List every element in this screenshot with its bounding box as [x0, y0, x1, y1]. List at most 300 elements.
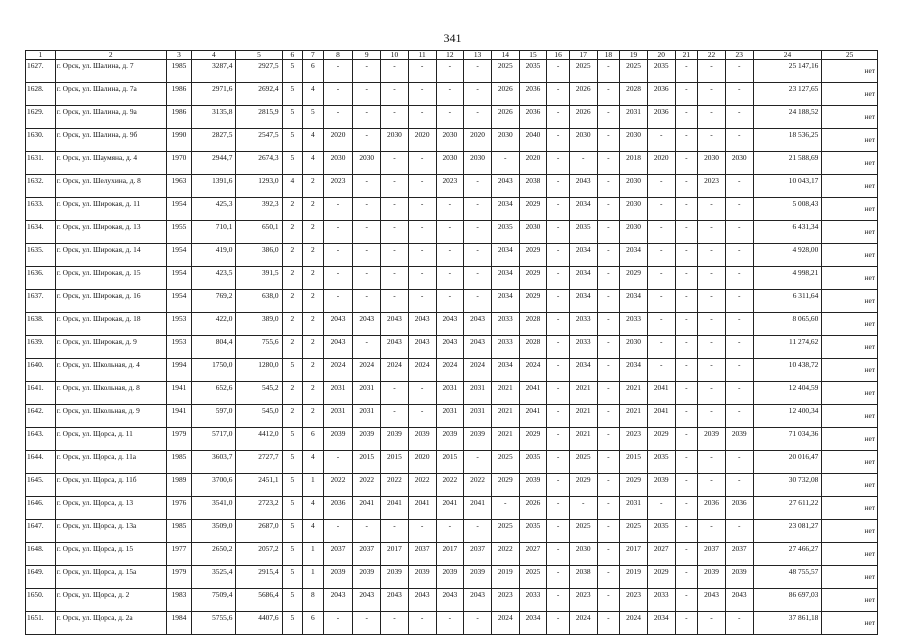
- table-cell-col24: 48 755,57: [753, 566, 822, 589]
- table-cell-col9: 2024: [353, 359, 381, 382]
- table-cell-col21: -: [675, 198, 698, 221]
- table-cell-col19: 2030: [620, 221, 648, 244]
- table-cell-col7: 8: [303, 589, 324, 612]
- table-cell-col11: 2043: [408, 336, 436, 359]
- table-cell-col19: 2015: [620, 451, 648, 474]
- table-cell-col7: 2: [303, 359, 324, 382]
- table-cell-col12: -: [436, 221, 464, 244]
- table-cell-col10: -: [381, 244, 409, 267]
- header-cell-5: 5: [236, 51, 282, 60]
- table-cell-col16: -: [547, 451, 570, 474]
- table-cell-col23: -: [725, 290, 753, 313]
- table-cell-col22: -: [698, 106, 726, 129]
- table-cell-col2: г. Орск, ул. Щорса, д. 2: [55, 589, 166, 612]
- table-cell-col25: нет: [822, 359, 878, 382]
- table-cell-col15: 2040: [519, 129, 547, 152]
- table-cell-col14: 2025: [491, 60, 519, 83]
- table-cell-col6: 2: [282, 267, 303, 290]
- table-cell-col2: г. Орск, ул. Широкая, д. 15: [55, 267, 166, 290]
- table-cell-col10: 2041: [381, 497, 409, 520]
- table-cell-col15: 2025: [519, 566, 547, 589]
- table-cell-col24: 6 431,34: [753, 221, 822, 244]
- table-cell-col16: -: [547, 106, 570, 129]
- header-cell-12: 12: [436, 51, 464, 60]
- table-cell-col25: нет: [822, 405, 878, 428]
- table-cell-col21: -: [675, 175, 698, 198]
- table-cell-col25: нет: [822, 451, 878, 474]
- table-cell-col12: 2030: [436, 152, 464, 175]
- table-cell-col4: 3541,0: [192, 497, 236, 520]
- table-cell-col18: -: [597, 221, 620, 244]
- table-cell-col18: -: [597, 175, 620, 198]
- table-cell-col6: 5: [282, 612, 303, 635]
- table-cell-col9: 2015: [353, 451, 381, 474]
- table-cell-col9: -: [353, 520, 381, 543]
- table-cell-col6: 5: [282, 106, 303, 129]
- header-cell-25: 25: [822, 51, 878, 60]
- table-cell-col9: -: [353, 221, 381, 244]
- table-cell-col20: -: [647, 313, 675, 336]
- table-cell-col7: 1: [303, 543, 324, 566]
- table-cell-col22: -: [698, 451, 726, 474]
- table-cell-col4: 422,0: [192, 313, 236, 336]
- table-cell-col4: 1391,6: [192, 175, 236, 198]
- table-cell-col13: -: [464, 198, 492, 221]
- table-cell-col21: -: [675, 83, 698, 106]
- table-header: [26, 51, 878, 60]
- table-cell-col9: 2031: [353, 405, 381, 428]
- table-cell-col24: 37 861,18: [753, 612, 822, 635]
- table-cell-col24: 10 043,17: [753, 175, 822, 198]
- table-cell-col9: 2030: [353, 152, 381, 175]
- table-cell-col1: 1648.: [26, 543, 56, 566]
- table-cell-col10: 2015: [381, 451, 409, 474]
- table-cell-col25: нет: [822, 382, 878, 405]
- table-cell-col23: 2030: [725, 152, 753, 175]
- table-cell-col17: -: [569, 152, 597, 175]
- header-cell-16: 16: [547, 51, 570, 60]
- table-cell-col23: 2037: [725, 543, 753, 566]
- table-cell-col14: 2025: [491, 520, 519, 543]
- table-cell-col20: 2020: [647, 152, 675, 175]
- table-cell-col22: 2036: [698, 497, 726, 520]
- table-cell-col21: -: [675, 290, 698, 313]
- table-cell-col18: -: [597, 267, 620, 290]
- table-cell-col23: -: [725, 221, 753, 244]
- table-cell-col2: г. Орск, ул. Шаумяна, д. 4: [55, 152, 166, 175]
- table-cell-col24: 71 034,36: [753, 428, 822, 451]
- table-cell-col9: -: [353, 267, 381, 290]
- table-cell-col3: 1986: [166, 106, 192, 129]
- table-cell-col11: 2037: [408, 543, 436, 566]
- table-cell-col5: 2692,4: [236, 83, 282, 106]
- table-cell-col1: 1631.: [26, 152, 56, 175]
- table-cell-col24: 23 127,65: [753, 83, 822, 106]
- table-cell-col3: 1953: [166, 313, 192, 336]
- table-cell-col21: -: [675, 244, 698, 267]
- table-cell-col9: 2022: [353, 474, 381, 497]
- table-cell-col25: нет: [822, 221, 878, 244]
- table-cell-col19: 2021: [620, 382, 648, 405]
- table-cell-col17: -: [569, 497, 597, 520]
- table-cell-col7: 4: [303, 497, 324, 520]
- table-cell-col7: 4: [303, 152, 324, 175]
- table-cell-col14: 2034: [491, 290, 519, 313]
- table-row: [26, 451, 878, 474]
- table-cell-col15: 2029: [519, 290, 547, 313]
- table-cell-col23: -: [725, 405, 753, 428]
- table-cell-col12: 2031: [436, 382, 464, 405]
- table-cell-col7: 4: [303, 129, 324, 152]
- table-cell-col16: -: [547, 198, 570, 221]
- table-cell-col6: 5: [282, 451, 303, 474]
- table-cell-col21: -: [675, 474, 698, 497]
- table-cell-col4: 3509,0: [192, 520, 236, 543]
- table-cell-col14: 2029: [491, 474, 519, 497]
- table-cell-col6: 2: [282, 405, 303, 428]
- table-cell-col4: 3525,4: [192, 566, 236, 589]
- table-cell-col13: -: [464, 612, 492, 635]
- table-cell-col10: 2017: [381, 543, 409, 566]
- table-cell-col14: 2043: [491, 175, 519, 198]
- table-cell-col23: 2036: [725, 497, 753, 520]
- table-cell-col22: 2030: [698, 152, 726, 175]
- table-cell-col9: -: [353, 290, 381, 313]
- table-cell-col15: 2041: [519, 405, 547, 428]
- table-cell-col21: -: [675, 152, 698, 175]
- table-cell-col16: -: [547, 405, 570, 428]
- table-cell-col16: -: [547, 244, 570, 267]
- table-cell-col1: 1642.: [26, 405, 56, 428]
- table-cell-col8: 2020: [323, 129, 353, 152]
- table-cell-col23: -: [725, 336, 753, 359]
- table-cell-col20: 2035: [647, 60, 675, 83]
- table-cell-col18: -: [597, 83, 620, 106]
- table-cell-col3: 1954: [166, 244, 192, 267]
- header-cell-9: 9: [353, 51, 381, 60]
- table-cell-col19: 2021: [620, 405, 648, 428]
- table-cell-col18: -: [597, 359, 620, 382]
- table-cell-col20: -: [647, 175, 675, 198]
- table-cell-col17: 2029: [569, 474, 597, 497]
- table-cell-col3: 1941: [166, 405, 192, 428]
- table-cell-col19: 2033: [620, 313, 648, 336]
- table-cell-col1: 1647.: [26, 520, 56, 543]
- page-number: 341: [443, 31, 462, 45]
- table-cell-col19: 2029: [620, 474, 648, 497]
- table-row: [26, 175, 878, 198]
- table-cell-col4: 652,6: [192, 382, 236, 405]
- table-cell-col6: 5: [282, 566, 303, 589]
- table-cell-col11: -: [408, 106, 436, 129]
- table-cell-col8: -: [323, 267, 353, 290]
- table-cell-col4: 2971,6: [192, 83, 236, 106]
- table-cell-col20: 2033: [647, 589, 675, 612]
- table-cell-col17: 2021: [569, 405, 597, 428]
- table-cell-col15: 2020: [519, 152, 547, 175]
- table-cell-col17: 2024: [569, 612, 597, 635]
- table-cell-col21: -: [675, 405, 698, 428]
- table-cell-col20: 2039: [647, 474, 675, 497]
- table-cell-col3: 1955: [166, 221, 192, 244]
- table-cell-col1: 1636.: [26, 267, 56, 290]
- table-cell-col16: -: [547, 313, 570, 336]
- table-cell-col18: -: [597, 612, 620, 635]
- table-cell-col24: 4 928,00: [753, 244, 822, 267]
- header-cell-18: 18: [597, 51, 620, 60]
- table-cell-col8: 2037: [323, 543, 353, 566]
- table-cell-col17: 2025: [569, 60, 597, 83]
- table-cell-col7: 6: [303, 60, 324, 83]
- table-cell-col17: 2021: [569, 428, 597, 451]
- table-cell-col25: нет: [822, 129, 878, 152]
- table-cell-col21: -: [675, 428, 698, 451]
- table-cell-col9: 2037: [353, 543, 381, 566]
- table-cell-col22: -: [698, 198, 726, 221]
- table-cell-col25: нет: [822, 313, 878, 336]
- table-cell-col10: -: [381, 198, 409, 221]
- table-cell-col21: -: [675, 520, 698, 543]
- table-cell-col14: 2034: [491, 359, 519, 382]
- table-cell-col20: -: [647, 198, 675, 221]
- table-cell-col12: -: [436, 612, 464, 635]
- table-cell-col15: 2028: [519, 336, 547, 359]
- table-cell-col5: 4407,6: [236, 612, 282, 635]
- table-cell-col18: -: [597, 543, 620, 566]
- table-cell-col8: 2024: [323, 359, 353, 382]
- table-cell-col3: 1985: [166, 60, 192, 83]
- table-row: [26, 589, 878, 612]
- table-cell-col11: -: [408, 152, 436, 175]
- table-cell-col5: 650,1: [236, 221, 282, 244]
- table-cell-col20: 2034: [647, 612, 675, 635]
- table-cell-col8: -: [323, 198, 353, 221]
- table-cell-col15: 2029: [519, 267, 547, 290]
- table-cell-col15: 2036: [519, 106, 547, 129]
- table-cell-col15: 2029: [519, 428, 547, 451]
- table-cell-col9: -: [353, 336, 381, 359]
- table-cell-col19: 2019: [620, 566, 648, 589]
- table-cell-col17: 2033: [569, 313, 597, 336]
- table-cell-col24: 18 536,25: [753, 129, 822, 152]
- table-row: [26, 60, 878, 83]
- table-cell-col12: 2024: [436, 359, 464, 382]
- table-cell-col13: 2030: [464, 152, 492, 175]
- table-cell-col13: 2043: [464, 313, 492, 336]
- header-row: [26, 51, 878, 60]
- table-cell-col11: 2020: [408, 129, 436, 152]
- table-cell-col22: -: [698, 405, 726, 428]
- table-cell-col4: 7509,4: [192, 589, 236, 612]
- table-row: [26, 405, 878, 428]
- table-cell-col12: 2039: [436, 566, 464, 589]
- table-cell-col23: -: [725, 451, 753, 474]
- table-cell-col2: г. Орск, ул. Школьная, д. 8: [55, 382, 166, 405]
- table-cell-col10: 2039: [381, 428, 409, 451]
- table-cell-col25: нет: [822, 152, 878, 175]
- table-cell-col3: 1953: [166, 336, 192, 359]
- header-cell-21: 21: [675, 51, 698, 60]
- table-cell-col25: нет: [822, 60, 878, 83]
- table-cell-col21: -: [675, 313, 698, 336]
- table-cell-col10: -: [381, 382, 409, 405]
- table-row: [26, 359, 878, 382]
- header-cell-13: 13: [464, 51, 492, 60]
- table-cell-col7: 2: [303, 198, 324, 221]
- table-cell-col4: 710,1: [192, 221, 236, 244]
- table-cell-col15: 2034: [519, 612, 547, 635]
- table-cell-col6: 5: [282, 520, 303, 543]
- table-cell-col8: 2039: [323, 566, 353, 589]
- table-cell-col16: -: [547, 474, 570, 497]
- table-cell-col19: 2030: [620, 175, 648, 198]
- table-cell-col19: 2034: [620, 359, 648, 382]
- table-cell-col17: 2034: [569, 198, 597, 221]
- table-cell-col19: 2025: [620, 60, 648, 83]
- table-cell-col3: 1979: [166, 566, 192, 589]
- table-cell-col23: -: [725, 175, 753, 198]
- table-cell-col5: 1293,0: [236, 175, 282, 198]
- table-cell-col4: 3135,8: [192, 106, 236, 129]
- table-cell-col21: -: [675, 129, 698, 152]
- table-cell-col4: 5717,0: [192, 428, 236, 451]
- table-cell-col1: 1629.: [26, 106, 56, 129]
- table-cell-col22: -: [698, 382, 726, 405]
- table-cell-col17: 2034: [569, 267, 597, 290]
- table-cell-col15: 2024: [519, 359, 547, 382]
- table-cell-col21: -: [675, 60, 698, 83]
- table-cell-col4: 423,5: [192, 267, 236, 290]
- table-row: [26, 198, 878, 221]
- table-cell-col17: 2025: [569, 451, 597, 474]
- table-cell-col24: 30 732,08: [753, 474, 822, 497]
- table-cell-col4: 2827,5: [192, 129, 236, 152]
- table-cell-col2: г. Орск, ул. Шалина, д. 7а: [55, 83, 166, 106]
- table-cell-col13: -: [464, 83, 492, 106]
- capital-repair-table-container: [25, 50, 878, 627]
- table-cell-col10: -: [381, 83, 409, 106]
- table-cell-col3: 1963: [166, 175, 192, 198]
- table-cell-col22: -: [698, 359, 726, 382]
- table-cell-col2: г. Орск, ул. Школьная, д. 4: [55, 359, 166, 382]
- table-cell-col7: 1: [303, 566, 324, 589]
- table-cell-col17: 2026: [569, 106, 597, 129]
- table-cell-col23: -: [725, 313, 753, 336]
- table-cell-col11: -: [408, 175, 436, 198]
- table-cell-col12: 2023: [436, 175, 464, 198]
- table-cell-col1: 1640.: [26, 359, 56, 382]
- table-cell-col18: -: [597, 405, 620, 428]
- table-cell-col8: -: [323, 290, 353, 313]
- table-cell-col9: -: [353, 60, 381, 83]
- table-cell-col1: 1645.: [26, 474, 56, 497]
- table-cell-col22: 2037: [698, 543, 726, 566]
- table-cell-col1: 1651.: [26, 612, 56, 635]
- table-cell-col25: нет: [822, 83, 878, 106]
- table-cell-col5: 2727,7: [236, 451, 282, 474]
- table-cell-col16: -: [547, 60, 570, 83]
- table-cell-col16: -: [547, 175, 570, 198]
- table-cell-col2: г. Орск, ул. Шелухина, д. 8: [55, 175, 166, 198]
- table-cell-col18: -: [597, 290, 620, 313]
- table-cell-col19: 2034: [620, 290, 648, 313]
- table-cell-col7: 1: [303, 474, 324, 497]
- table-cell-col19: 2030: [620, 336, 648, 359]
- table-cell-col1: 1643.: [26, 428, 56, 451]
- header-cell-14: 14: [491, 51, 519, 60]
- table-cell-col12: 2015: [436, 451, 464, 474]
- table-cell-col7: 2: [303, 336, 324, 359]
- header-cell-11: 11: [408, 51, 436, 60]
- table-cell-col7: 4: [303, 451, 324, 474]
- table-cell-col10: 2030: [381, 129, 409, 152]
- table-cell-col6: 2: [282, 313, 303, 336]
- table-cell-col24: 12 404,59: [753, 382, 822, 405]
- table-cell-col20: 2035: [647, 451, 675, 474]
- table-cell-col9: -: [353, 106, 381, 129]
- table-cell-col21: -: [675, 336, 698, 359]
- table-cell-col6: 5: [282, 152, 303, 175]
- table-cell-col18: -: [597, 474, 620, 497]
- table-cell-col16: -: [547, 428, 570, 451]
- table-cell-col22: -: [698, 520, 726, 543]
- table-cell-col19: 2023: [620, 428, 648, 451]
- table-cell-col22: -: [698, 336, 726, 359]
- table-cell-col3: 1979: [166, 428, 192, 451]
- table-row: [26, 221, 878, 244]
- table-cell-col1: 1644.: [26, 451, 56, 474]
- table-cell-col12: 2043: [436, 313, 464, 336]
- table-cell-col18: -: [597, 520, 620, 543]
- table-cell-col7: 6: [303, 428, 324, 451]
- table-cell-col8: -: [323, 244, 353, 267]
- table-cell-col25: нет: [822, 428, 878, 451]
- header-cell-23: 23: [725, 51, 753, 60]
- table-cell-col22: 2039: [698, 428, 726, 451]
- table-cell-col13: 2043: [464, 336, 492, 359]
- table-cell-col24: 20 016,47: [753, 451, 822, 474]
- table-cell-col23: -: [725, 198, 753, 221]
- table-cell-col4: 2650,2: [192, 543, 236, 566]
- table-cell-col9: 2043: [353, 313, 381, 336]
- table-cell-col14: -: [491, 152, 519, 175]
- table-cell-col25: нет: [822, 612, 878, 635]
- table-cell-col4: 597,0: [192, 405, 236, 428]
- table-cell-col17: 2034: [569, 359, 597, 382]
- table-cell-col6: 5: [282, 474, 303, 497]
- table-cell-col11: 2043: [408, 313, 436, 336]
- table-cell-col12: -: [436, 106, 464, 129]
- table-cell-col19: 2031: [620, 497, 648, 520]
- table-cell-col4: 769,2: [192, 290, 236, 313]
- table-cell-col12: -: [436, 267, 464, 290]
- table-cell-col4: 425,3: [192, 198, 236, 221]
- table-cell-col10: 2039: [381, 566, 409, 589]
- table-cell-col7: 4: [303, 520, 324, 543]
- table-cell-col6: 2: [282, 382, 303, 405]
- table-cell-col2: г. Орск, ул. Шалина, д. 9а: [55, 106, 166, 129]
- table-cell-col23: 2043: [725, 589, 753, 612]
- table-cell-col16: -: [547, 129, 570, 152]
- table-cell-col10: -: [381, 60, 409, 83]
- table-cell-col7: 4: [303, 83, 324, 106]
- table-row: [26, 83, 878, 106]
- table-cell-col22: -: [698, 129, 726, 152]
- table-cell-col2: г. Орск, ул. Щорса, д. 15а: [55, 566, 166, 589]
- table-cell-col22: -: [698, 244, 726, 267]
- table-cell-col5: 2723,2: [236, 497, 282, 520]
- table-cell-col25: нет: [822, 589, 878, 612]
